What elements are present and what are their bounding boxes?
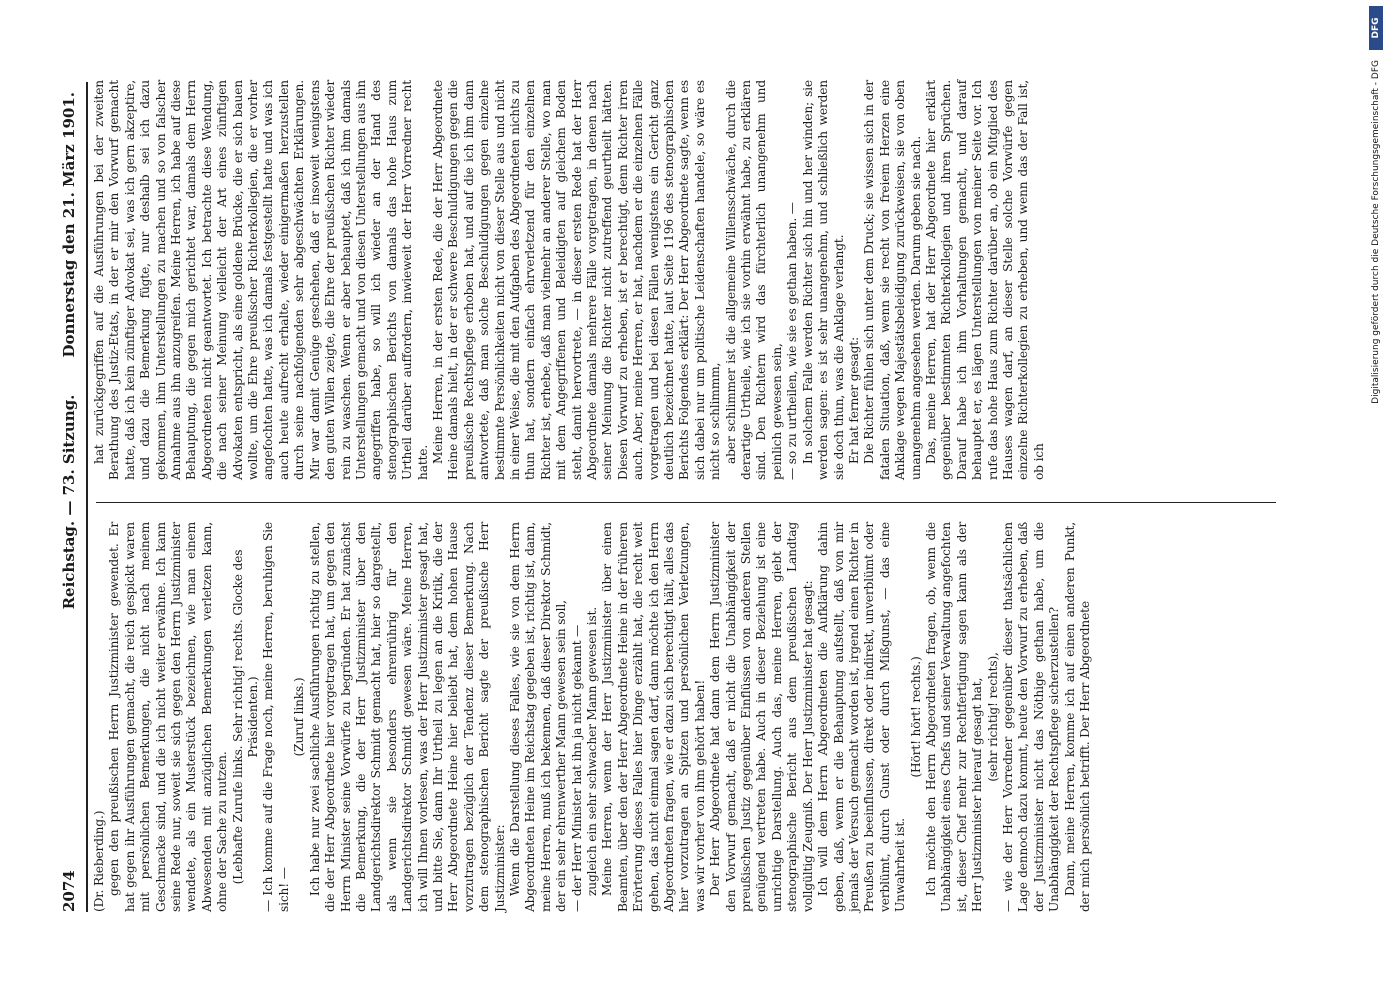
paragraph: Dann, meine Herren, komme ich auf einen anderen Punkt, der mich persönlich betrifft. Der Herr Abgeordnete: [1062, 522, 1092, 912]
paragraph: Ich möchte den Herrn Abgeordneten fragen, ob, wenn die Unabhängigkeit eines Chefs und seiner Verwaltung angefochten ist, dieser Chef mehr zur Rechtfertigung sagen kann als der Herr Justizminister hierauf gesagt hat,: [923, 522, 985, 912]
column-divider: [96, 502, 1276, 503]
paragraph: Er hat ferner gesagt:: [846, 337, 861, 464]
paragraph: hat zurückgegriffen auf die Ausführungen bei der zweiten Berathung des Justiz-Etats, in der er mir den Vorwurf gemacht hatte, daß ich kein zünftiger Advokat sei, was ich gern akzeptire, und dazu die Bemerkung fügte, nur deshalb sei ich dazu gekommen, ihm Unterstellungen zu machen und so von falscher Annahme aus ihn anzugreifen. Meine Herren, ich habe auf diese Behauptung, die gegen mich gerichtet war, damals dem Herrn Abgeordneten nicht geantwortet. Ich betrachte diese Wendung, die nach seiner Meinung vielleicht der Art eines zünftigen Advokaten entspricht, als eine goldene Brücke, die er sich bauen wollte, um die Ehre preußischer Richterkollegien, die er vorher angefochten hatte, was ich damals festgestellt hatte und was ich auch heute aufrecht erhalte, wieder einigermaßen herzustellen durch seine nachfolgenden sehr abgeschwächten Erklärungen. Mir war damit Genüge geschehen, daß er insoweit wenigstens den guten Willen zeigte, die Ehre der preußischen Richter wieder rein zu waschen. Wenn er aber behauptet, daß ich ihm damals Unterstellungen gemacht und von diesen Unterstellungen aus ihn angegriffen habe, so will ich wieder an der Hand des stenographischen Berichts von damals das hohe Haus zum Urtheil darüber auffordern, inwieweit der Herr Vorredner recht hatte.: [92, 80, 430, 480]
paragraph: Ich habe nur zwei sachliche Ausführungen richtig zu stellen, die der Herr Abgeordnete hier vorgetragen hat, um gegen den Herrn Minister seine Vorwürfe zu begründen. Er hat zunächst die Bemerkung, die der Herr Justizminister über den Landgerichtsdirektor Schmidt gemacht hat, hier so dargestellt, als wenn sie besonders ehrenrührig für den Landgerichtsdirektor Schmidt gewesen wäre. Meine Herren, ich will Ihnen vorlesen, was der Herr Justizminister gesagt hat, und bitte Sie, dann Ihr Urtheil zu legen an die Kritik, die der Herr Abgeordnete Heine hier beliebt hat, dem hohen Hause vorzutragen bezüglich der Tendenz dieser Bemerkung. Nach dem stenographischen Bericht sagte der preußische Herr Justizminister:: [307, 522, 507, 912]
paragraph: (sehr richtig! rechts),: [985, 652, 1000, 782]
paragraph: zugleich ein sehr schwacher Mann gewesen ist.: [585, 606, 599, 896]
paragraph: (Dr. Rieberding.): [92, 810, 106, 912]
paragraph: — Ich komme auf die Frage noch, meine Herren, beruhigen Sie sich! —: [261, 522, 291, 912]
paragraph: Die Richter fühlen sich unter dem Druck; sie wissen sich in der fatalen Situation, daß, wenn sie recht von freiem Herzen eine Anklage wegen Majestätsbeleidigung zurückweisen, sie von oben unangenehm angesehen werden. Darum geben sie nach.: [862, 80, 923, 480]
right-column: [92, 80, 1047, 480]
funding-note: Digitalisierung gefördert durch die Deutsche Forschungsgemeinschaft - DFG: [1371, 60, 1381, 404]
left-column: [92, 522, 1093, 912]
paragraph: In solchem Falle werden Richter sich hin und her winden; sie werden sagen: es ist sehr unangenehm, und schließlich werden sie doch thun, was die Anklage verlangt.: [800, 80, 846, 480]
session-title: Reichstag. — 73. Sitzung.: [60, 394, 78, 610]
funding-sidebar: [1370, 0, 1383, 1000]
dfg-badge-label: DFG: [1371, 17, 1381, 39]
paragraph: Das, meine Herren, hat der Herr Abgeordnete hier erklärt gegenüber bestimmten Richterkollegien und ihren Sprüchen. Darauf habe ich ihm Vorhaltungen gemacht, und darauf behauptet er, es lägen Unterstellungen von meiner Seite vor. Ich rufe das hohe Haus zum Richter darüber an, ob ein Mitglied des Hauses wagen darf, an dieser Stelle solche Vorwürfe gegen einzelne Richterkollegien zu erheben, und wenn das der Fall ist, ob ich: [923, 80, 1046, 480]
paragraph: Meine Herren, in der ersten Rede, die der Herr Abgeordnete Heine damals hielt, in der er schwere Beschuldigungen gegen die preußische Rechtspflege erhoben hat, und auf die ich ihm dann antwortete, daß man solche Beschuldigungen gegen einzelne bestimmte Persönlichkeiten nicht von dieser Stelle aus und nicht in einer Weise, die mit den Aufgaben des Abgeordneten nichts zu thun hat, sondern einfach ehrverletzend für den einzelnen Richter ist, erhebe, daß man vielmehr an anderer Stelle, wo man mit dem Angegriffenen und Beleidigten auf gleichem Boden steht, damit hervortrete, — in dieser ersten Rede hat der Herr Abgeordnete damals mehrere Fälle vorgetragen, in denen nach seiner Meinung die Richter nicht zutreffend geurtheilt hätten. Diesen Vorwurf zu erheben, ist er berechtigt, denn Richter irren auch. Aber, meine Herren, er hat, nachdem er die einzelnen Fälle vorgetragen und bei diesen Fällen wenigstens ein Gericht ganz deutlich bezeichnet hatte, laut Seite 1196 des stenographischen Berichts Folgendes erklärt: Der Herr Abgeordnete sagte, wenn es sich dabei nur um politische Leidenschaften handele, so wäre es nicht so schlimmm,: [430, 80, 723, 480]
paragraph: (Zuruf links.): [292, 677, 307, 757]
paragraph: aber schlimmer ist die allgemeine Willensschwäche, durch die derartige Urtheile, wie ich sie vorhin erwähnt habe, zu erklären sind. Den Richtern wird das fürchterlich unangenehm und peinlich gewesen sein,: [723, 80, 784, 480]
paragraph: — wie der Herr Vorredner gegenüber dieser thatsächlichen Lage dennoch dazu kommt, heute den Vorwurf zu erheben, daß der Justizminister nicht das Nöthige gethan habe, um die Unabhängigkeit der Rechtspflege sicherzustellen?: [1000, 522, 1062, 912]
paragraph: gegen den preußischen Herrn Justizminister gewendet. Er hat gegen ihr Ausführungen gemacht, die reich gespickt waren mit persönlichen Bemerkungen, die nicht nach meinem Geschmacke sind, und die ich nicht weiter erwähne. Ich kann seine Rede nur, soweit sie sich gegen den Herrn Justizminister wendete, als ein Musterstück bezeichnen, wie man einem Abwesenden mit anzüglichen Bemerkungen verletzen kann, ohne der Sache zu nutzen.: [107, 522, 230, 912]
paragraph: Der Herr Abgeordnete hat dann dem Herrn Justizminister den Vorwurf gemacht, daß er nicht die Unabhängigkeit der preußischen Justiz gegenüber Einflüssen von anderen Stellen genügend vertreten habe. Auch in dieser Beziehung ist eine unrichtige Darstellung. Auch das, meine Herren, giebt der stenographische Bericht aus dem preußischen Landtag vollgültig Zeugniß. Der Herr Justizminister hat gesagt:: [708, 522, 815, 912]
paragraph: — so zu urtheilen, wie sie es gethan haben. —: [785, 202, 800, 480]
page-header: [60, 92, 86, 912]
paragraph: (Hört! hört! rechts.): [908, 656, 923, 778]
paragraph: Wenn die Darstellung dieses Falles, wie sie von dem Herrn Abgeordneten Heine im Reichstag gegeben ist, richtig ist, dann, meine Herren, muß ich bekennen, daß dieser Direktor Schmidt, der ein sehr ehrenwerther Mann gewesen sein soll,: [507, 522, 569, 912]
paragraph: Ich will dem Herrn Abgeordneten die Aufklärung dahin geben, daß, wenn er die Behauptung aufstellt, daß von mir jemals der Versuch gemacht worden ist, irgend einen Richter in Preußen zu beeinflussen, direkt oder indirekt, unverblümt oder verblümt, durch Gunst oder durch Mißgunst, — das eine Unwahrheit ist.: [816, 522, 908, 912]
session-date: Donnerstag den 21. März 1901.: [60, 92, 78, 358]
paragraph: Meine Herren, wenn der Herr Justizminister über einen Beamten, über den der Herr Abgeordnete Heine in der früheren Erörterung dieses Falles hier Dinge erzählt hat, die recht weit gehen, das nicht einmal sagen darf, dann möchte ich den Herrn Abgeordneten fragen, wie er dazu sich berechtigt hält, alles das hier vorzutragen an Spitzen und persönlichen Verletzungen, was wir vorher von ihm gehört haben!: [600, 522, 707, 912]
paragraph: — der Herr Minister hat ihn ja nicht gekannt —: [569, 624, 584, 912]
paragraph: (Lebhafte Zurufe links. Sehr richtig! rechts. Glocke des Präsidenten.): [230, 549, 261, 885]
header-rule: [86, 82, 88, 912]
page-number: 2074: [60, 870, 78, 912]
